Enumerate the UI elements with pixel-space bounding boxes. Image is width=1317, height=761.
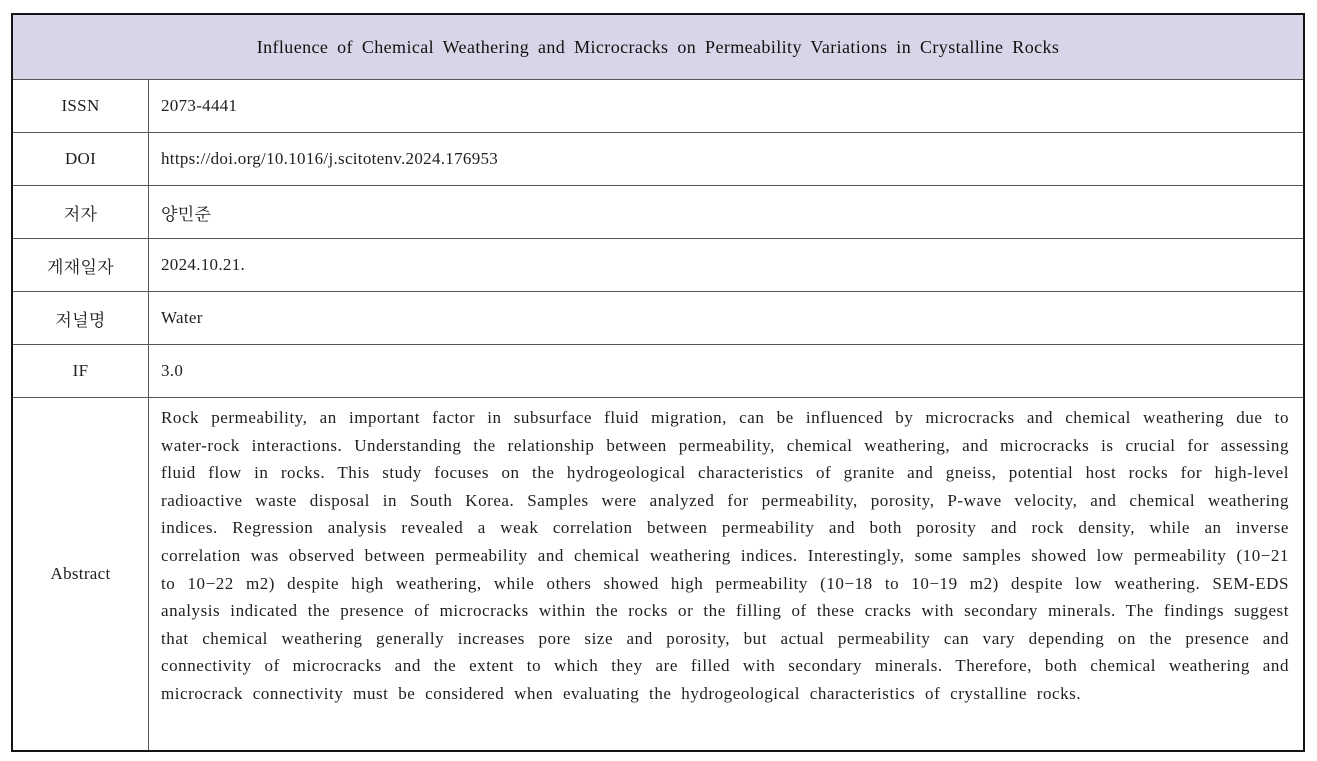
field-value-publication-date: 2024.10.21. <box>161 255 246 274</box>
field-value-abstract: Rock permeability, an important factor in subsurface fluid migration, can be influenced by microcracks and chemical weathering due to water-rock interactions. Understanding the relationship between permeability, chemical weathering, and microcracks is crucial for assessing fluid flow in rocks. This study focuses on the hydrogeological characteristics of granite and gneiss, potential host rocks for high-level radioactive waste disposal in South Korea. Samples were analyzed for permeability, porosity, P-wave velocity, and chemical weathering indices. Regression analysis revealed a weak correlation between permeability and both porosity and rock density, while an inverse correlation was observed between permeability and chemical weathering indices. Interestingly, some samples showed low permeability (10−21 to 10−22 m2) despite high weathering, while others showed high permeability (10−18 to 10−19 m2) despite low weathering. SEM-EDS analysis indicated the presence of microcracks within the rocks or the filling of these cracks with secondary minerals. The findings suggest that chemical weathering generally increases pore size and porosity, but actual permeability can vary depending on the presence and connectivity of microcracks and the extent to which they are filled with secondary minerals. Therefore, both chemical weathering and microcrack connectivity must be considered when evaluating the hydrogeological characteristics of crystalline rocks. <box>161 408 1289 703</box>
paper-title: Influence of Chemical Weathering and Microcracks on Permeability Variations in Crystalline Rocks <box>256 36 1060 57</box>
field-label-publication-date: 게재일자 <box>13 239 149 291</box>
field-label-doi: DOI <box>13 133 149 185</box>
field-value-doi: https://doi.org/10.1016/j.scitotenv.2024.176953 <box>161 149 499 168</box>
table-row <box>13 291 1303 344</box>
field-value-journal-name: Water <box>161 308 203 327</box>
field-value-author: 양민준 <box>161 204 212 224</box>
title-row <box>13 15 1303 79</box>
field-label-impact-factor: IF <box>13 345 149 397</box>
table-row <box>13 132 1303 185</box>
table-row <box>13 397 1303 750</box>
publication-info-table <box>11 13 1305 752</box>
field-label-issn: ISSN <box>13 80 149 132</box>
field-value-issn: 2073-4441 <box>161 96 238 115</box>
field-label-author: 저자 <box>13 186 149 238</box>
table-row <box>13 344 1303 397</box>
table-row <box>13 238 1303 291</box>
field-label-journal-name: 저널명 <box>13 292 149 344</box>
table-row <box>13 185 1303 238</box>
table-row <box>13 79 1303 132</box>
field-label-abstract: Abstract <box>13 398 149 750</box>
field-value-impact-factor: 3.0 <box>161 361 184 380</box>
